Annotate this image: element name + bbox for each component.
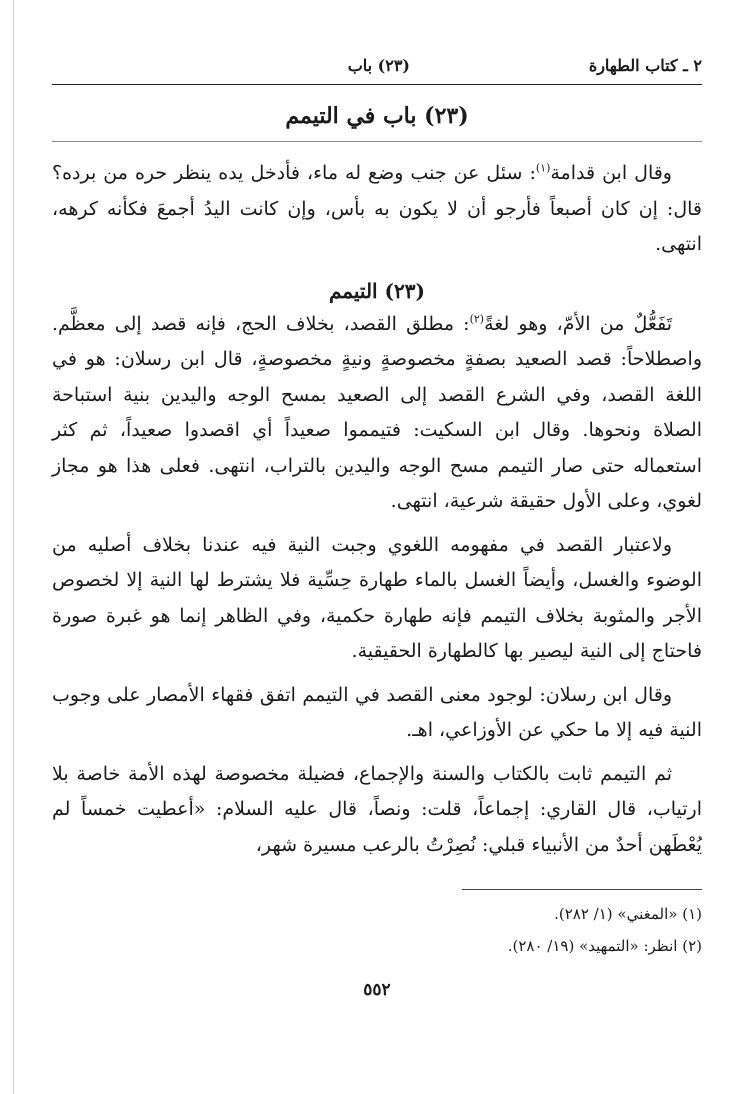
footnote-1: (١) «المغني» (١/ ٢٨٢). xyxy=(554,905,702,923)
paragraph-1-rest: : سئل عن جنب وضع له ماء، فأدخل يده ينظر حره من برده؟ قال: إن كان أصبعاً فأرجو أن لا يكون به بأس، وإن كانت اليدُ أجمعَ فكأنه كرهه، انتهى. xyxy=(52,162,702,255)
paragraph-2 xyxy=(52,307,702,520)
paragraph-5: ثم التيمم ثابت بالكتاب والسنة والإجماع، فضيلة مخصوصة لهذه الأمة خاصة بلا ارتياب، قال القاري: إجماعاً، قلت: ونصاً، قال عليه السلام: «أعطيت خمساً لم يُعْطَهن أحدٌ من الأنبياء قبلي: نُصِرْتُ بالرعب مسيرة شهر، xyxy=(52,762,702,856)
scan-edge-line xyxy=(13,0,14,1094)
paragraph-2-start: تَفَعُّلٌ من الأمّ، وهو لغةً xyxy=(484,312,672,335)
chapter-title: (٢٣) باب في التيمم xyxy=(285,103,469,129)
running-title-chapter: (٢٣) باب xyxy=(347,56,410,75)
paragraph-2-rest: : مطلق القصد، بخلاف الحج، فإنه قصد إلى معظَّم. واصطلاحاً: قصد الصعيد بصفةٍ مخصوصةٍ ونيةٍ مخصوصةٍ، قال ابن رسلان: هو في اللغة القصد، وفي الشرع القصد إلى الصعيد بمسح الوجه واليدين بنية استباحة الصلاة ونحوها. وقال ابن السكيت: فتيمموا صعيداً أي اقصدوا صعيداً، ثم كثر استعماله حتى صار التيمم مسح الوجه واليدين بالتراب، انتهى. فعلى هذا هو مجاز لغوي، وعلى الأول حقيقة شرعية، انتهى. xyxy=(52,312,702,512)
paragraph-1-start: وقال ابن قدامة xyxy=(550,162,672,184)
footnote-rule xyxy=(462,889,702,890)
header-rule xyxy=(52,84,702,85)
paragraph-3: ولاعتبار القصد في مفهومه اللغوي وجبت النية فيه عندنا بخلاف أصليه من الوضوء والغسل، وأيضاً الغسل بالماء طهارة حِسِّية فلا يشترط لها النية إلا لخصوص الأجر والمثوبة بخلاف التيمم فإنه طهارة حكمية، وفي الظاهر إنما هو غبرة صورة فاحتاج إلى النية ليصير بها كالطهارة الحقيقية. xyxy=(52,533,702,662)
footnote-2: (٢) انظر: «التمهيد» (١٩/ ٢٨٠). xyxy=(507,937,702,955)
title-divider xyxy=(52,141,702,142)
footnote-ref-1: (١) xyxy=(535,161,551,175)
book-page xyxy=(52,52,702,1000)
running-title-book: ٢ ـ كتاب الطهارة xyxy=(588,56,702,75)
section-title: (٢٣) التيمم xyxy=(329,278,425,303)
footnote-ref-2: (٢) xyxy=(469,312,485,326)
paragraph-1 xyxy=(52,156,702,263)
page-number: ٥٥٢ xyxy=(363,980,391,1000)
paragraph-4: وقال ابن رسلان: لوجود معنى القصد في التيمم اتفق فقهاء الأمصار على وجوب النية فيه إلا ما حكي عن الأوزاعي، اهـ. xyxy=(52,683,702,741)
running-header xyxy=(52,52,702,84)
